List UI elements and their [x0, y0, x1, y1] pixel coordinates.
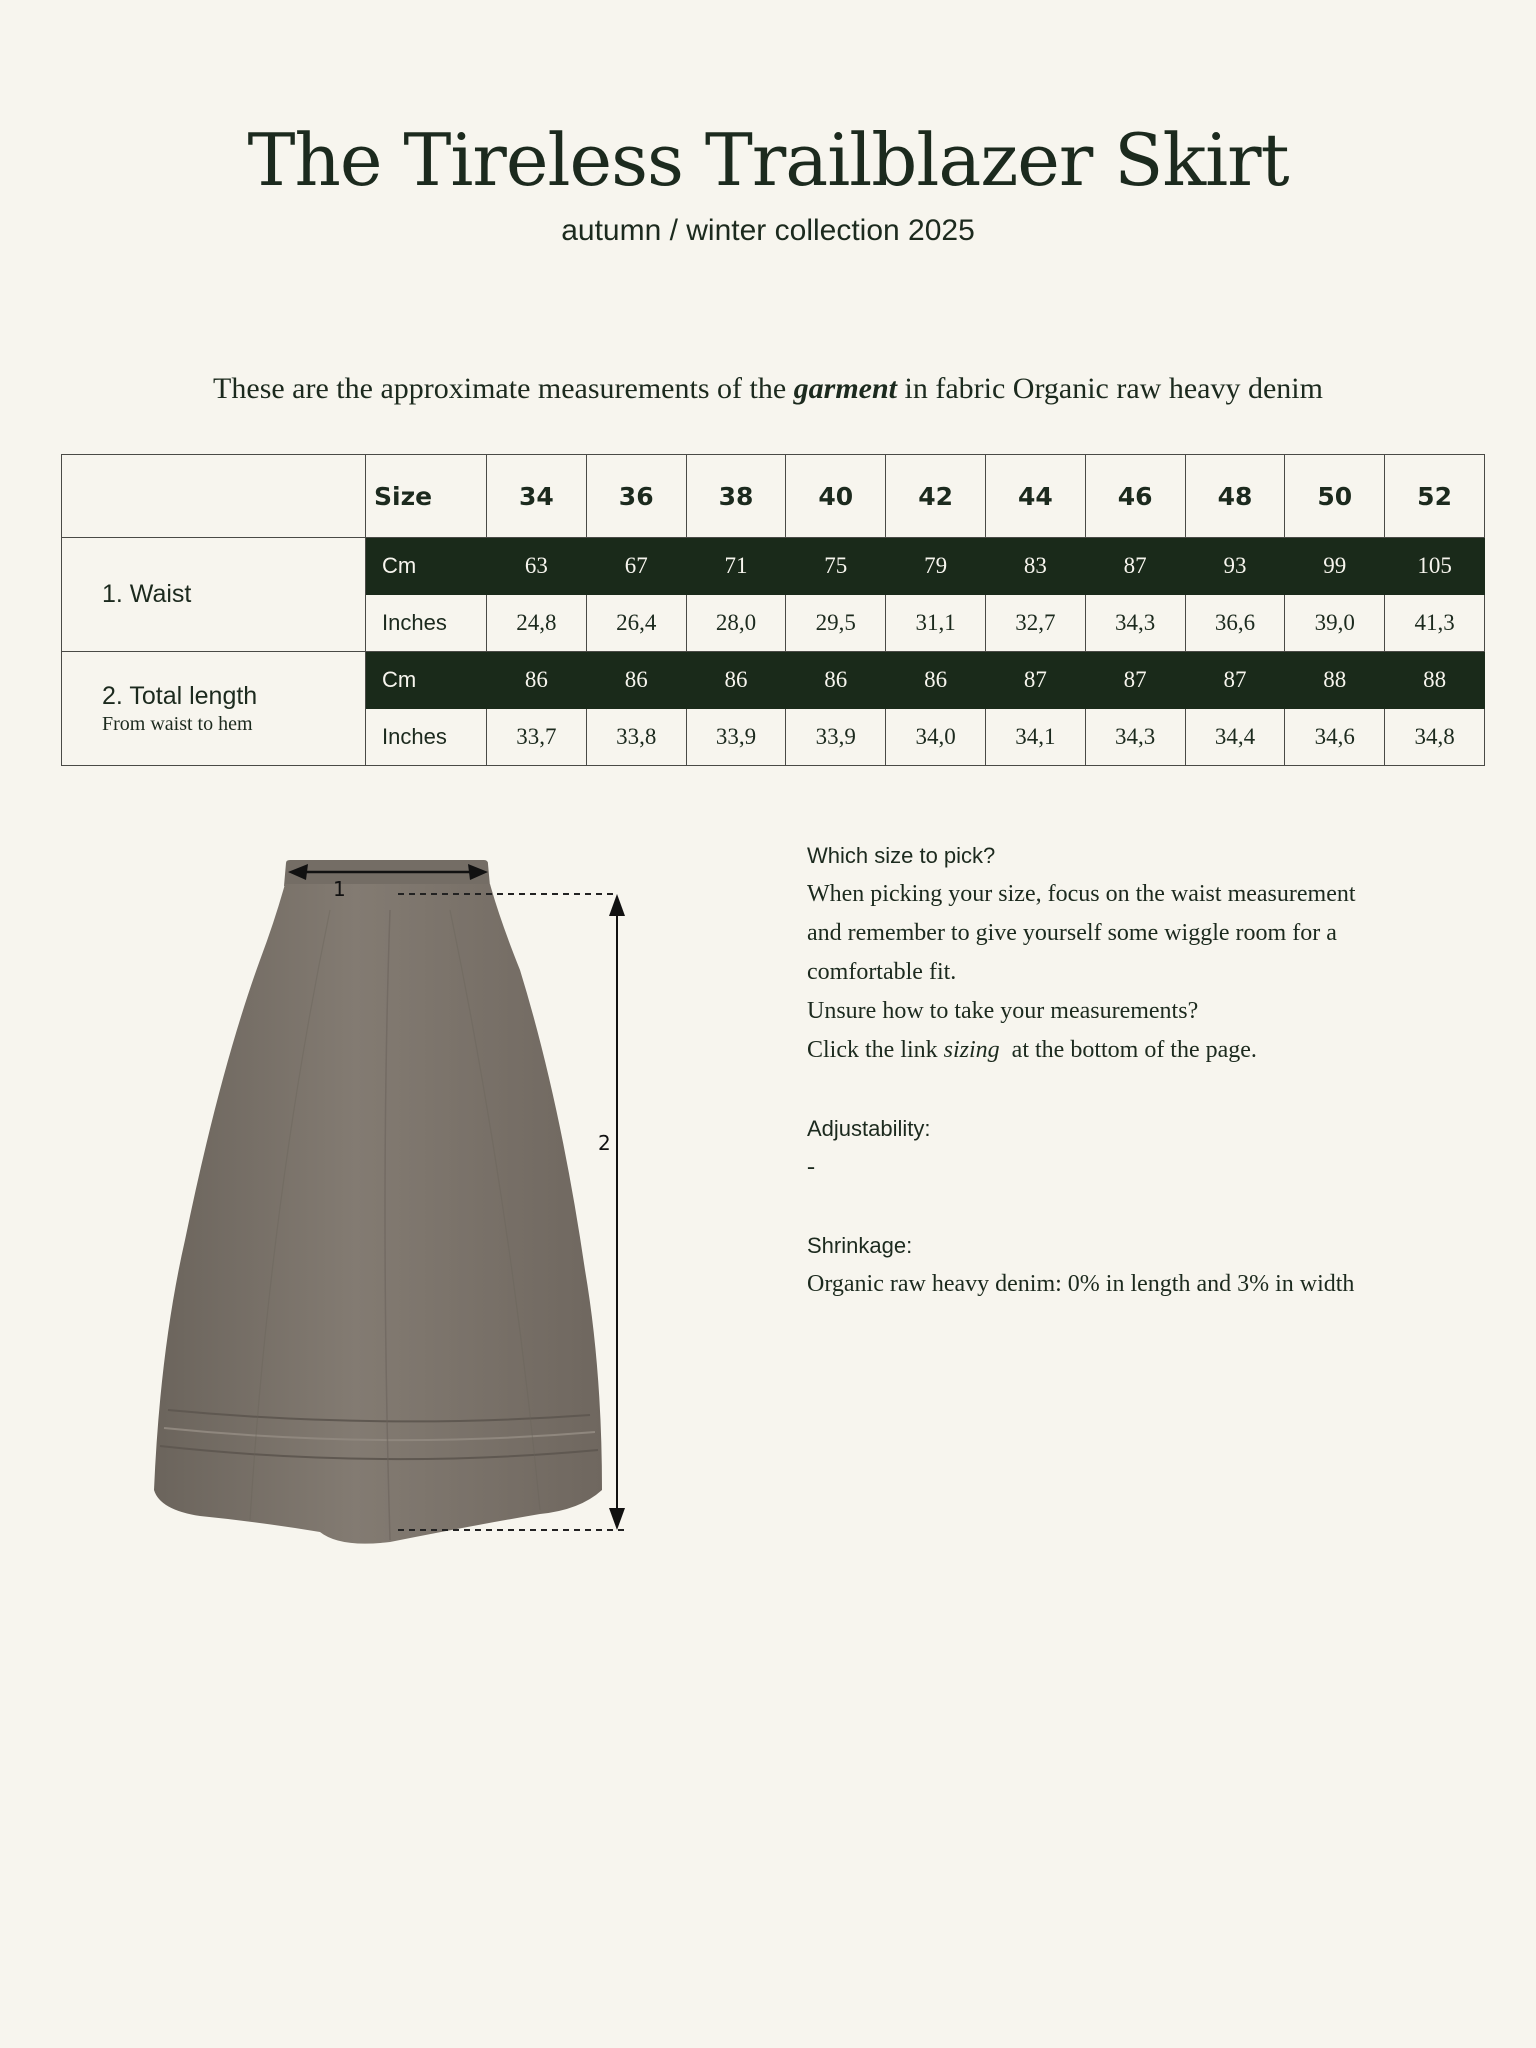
- size-text-line: Unsure how to take your measurements?: [807, 998, 1199, 1024]
- skirt-illustration: [140, 850, 660, 1550]
- table-cell: 32,7: [985, 595, 1085, 652]
- intro-text: [0, 372, 1536, 406]
- table-cell: 71: [686, 538, 786, 595]
- size-header-row: [62, 455, 1485, 538]
- table-cell: 29,5: [786, 595, 886, 652]
- size-header-cell: 36: [586, 455, 686, 538]
- size-header-cell: 40: [786, 455, 886, 538]
- table-cell: 86: [886, 652, 986, 709]
- size-chart-table: [61, 454, 1485, 766]
- table-cell: 36,6: [1185, 595, 1285, 652]
- unit-cm-label: Cm: [366, 652, 487, 709]
- table-cell: 34,4: [1185, 709, 1285, 766]
- table-cell: 24,8: [487, 595, 587, 652]
- table-cell: 41,3: [1385, 595, 1485, 652]
- table-cell: 31,1: [886, 595, 986, 652]
- size-label: Size: [366, 455, 487, 538]
- intro-emphasis: garment: [793, 372, 897, 405]
- length-sublabel: From waist to hem: [102, 712, 253, 735]
- shrinkage-value: Organic raw heavy denim: 0% in length and 3% in width: [807, 1271, 1355, 1297]
- link-after: at the bottom of the page.: [999, 1037, 1257, 1063]
- table-cell: 33,8: [586, 709, 686, 766]
- header-blank-cell: [62, 455, 366, 538]
- skirt-body: [154, 884, 602, 1544]
- table-cell: 28,0: [686, 595, 786, 652]
- table-cell: 39,0: [1285, 595, 1385, 652]
- size-text-line: comfortable fit.: [807, 959, 957, 985]
- adjustability-heading: Adjustability:: [807, 1116, 931, 1141]
- label-2: 2: [598, 1131, 611, 1155]
- table-cell: 34,3: [1085, 709, 1185, 766]
- unit-cm-label: Cm: [366, 538, 487, 595]
- table-cell: 86: [786, 652, 886, 709]
- table-cell: 88: [1385, 652, 1485, 709]
- table-cell: 88: [1285, 652, 1385, 709]
- table-cell: 87: [1085, 538, 1185, 595]
- collection-subtitle: autumn / winter collection 2025: [561, 214, 975, 247]
- size-header-cell: 34: [487, 455, 587, 538]
- table-cell: 105: [1385, 538, 1485, 595]
- size-header-cell: 52: [1385, 455, 1485, 538]
- table-cell: 99: [1285, 538, 1385, 595]
- table-cell: 87: [1085, 652, 1185, 709]
- size-text-line: When picking your size, focus on the waist measurement: [807, 881, 1356, 907]
- size-header-cell: 46: [1085, 455, 1185, 538]
- table-cell: 86: [686, 652, 786, 709]
- length-label: 2. Total length: [102, 681, 258, 710]
- table-cell: 87: [1185, 652, 1285, 709]
- waist-label: 1. Waist: [102, 580, 192, 608]
- table-cell: 33,9: [786, 709, 886, 766]
- table-cell: 67: [586, 538, 686, 595]
- page-title: The Tireless Trailblazer Skirt: [247, 118, 1289, 202]
- size-text-line: and remember to give yourself some wiggle room for a: [807, 920, 1337, 946]
- table-cell: 86: [487, 652, 587, 709]
- table-cell: 34,3: [1085, 595, 1185, 652]
- size-header-cell: 44: [985, 455, 1085, 538]
- table-cell: 33,9: [686, 709, 786, 766]
- sizing-link[interactable]: sizing: [943, 1037, 1000, 1063]
- table-cell: 34,1: [985, 709, 1085, 766]
- table-cell: 26,4: [586, 595, 686, 652]
- length-row-label: [62, 652, 366, 766]
- table-cell: 79: [886, 538, 986, 595]
- size-header-cell: 42: [886, 455, 986, 538]
- size-text-line: [807, 1031, 1477, 1070]
- size-guidance-panel: [807, 836, 1477, 1304]
- skirt-measurement-diagram: [140, 850, 660, 1550]
- size-header-cell: 38: [686, 455, 786, 538]
- waist-cm-row: [62, 538, 1485, 595]
- adjustability-value: -: [807, 1154, 815, 1180]
- link-before: Click the link: [807, 1037, 944, 1063]
- size-header-cell: 50: [1285, 455, 1385, 538]
- table-cell: 83: [985, 538, 1085, 595]
- intro-before: These are the approximate measurements of the: [213, 372, 794, 405]
- table-cell: 87: [985, 652, 1085, 709]
- table-cell: 34,8: [1385, 709, 1485, 766]
- table-cell: 75: [786, 538, 886, 595]
- shrinkage-heading: Shrinkage:: [807, 1233, 913, 1258]
- size-heading: Which size to pick?: [807, 843, 996, 868]
- intro-after: in fabric Organic raw heavy denim: [897, 372, 1323, 405]
- waist-row-label: [62, 538, 366, 652]
- table-cell: 63: [487, 538, 587, 595]
- label-1: 1: [333, 877, 346, 901]
- unit-inches-label: Inches: [366, 709, 487, 766]
- table-cell: 34,0: [886, 709, 986, 766]
- size-header-cell: 48: [1185, 455, 1285, 538]
- table-cell: 93: [1185, 538, 1285, 595]
- table-cell: 33,7: [487, 709, 587, 766]
- table-cell: 86: [586, 652, 686, 709]
- length-cm-row: [62, 652, 1485, 709]
- table-cell: 34,6: [1285, 709, 1385, 766]
- unit-inches-label: Inches: [366, 595, 487, 652]
